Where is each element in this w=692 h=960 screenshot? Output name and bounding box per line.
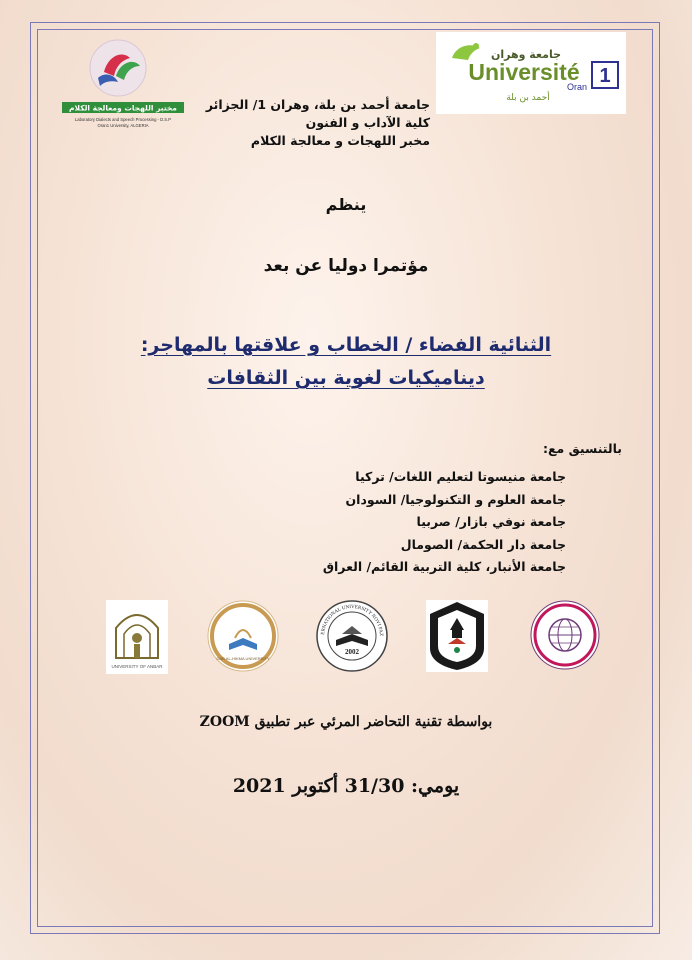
minnesota-university-logo: [530, 600, 600, 670]
lab-logo-sub-text: Oran1 University, ALGERIA: [97, 123, 149, 128]
lab-logo-latin-text: Laboratory Dialects and Speech Processing - D.S.P: [74, 117, 172, 122]
organizer-header: [180, 96, 430, 150]
lab-logo-disc: [90, 40, 146, 96]
laboratory-logo: [58, 38, 188, 134]
conference-title-line1: [0, 334, 692, 356]
partner-item: جامعة منيسوتا لتعليم اللغات/ تركيا: [355, 469, 566, 484]
header-line-faculty: كلية الآداب و الفنون: [305, 115, 430, 130]
university-number: 1: [599, 65, 611, 87]
coordination-label: بالتنسيق مع:: [542, 441, 622, 456]
title-line1-text: الثنائية الفضاء / الخطاب و علاقتها بالمهاجر:: [140, 334, 552, 356]
title-line2-text: ديناميكيات لغوية بين الثقافات: [207, 367, 485, 389]
dar-al-hikma-university-logo: [207, 600, 279, 672]
university-of-anbar-logo: [106, 600, 168, 674]
anbar-logo-caption: UNIVERSITY OF ANBAR: [111, 664, 163, 669]
sudan-university-logo: [426, 600, 488, 672]
partner-item: جامعة العلوم و التكنولوجيا/ السودان: [345, 491, 566, 507]
header-line-university: جامعة أحمد بن بلة، وهران 1/ الجزائر: [205, 97, 430, 112]
university-city: Oran: [566, 82, 588, 92]
conference-date: يومي: 31/30 أكتوبر 2021: [232, 775, 460, 797]
university-oran1-logo: [436, 32, 626, 114]
university-latin-text: Université: [468, 59, 580, 85]
university-arabic-subtitle: أحمد بن بلة: [506, 93, 550, 103]
partner-logos-row: [0, 600, 692, 680]
header-line-laboratory: مخبر اللهجات و معالجة الكلام: [250, 133, 430, 148]
dar-al-hikma-caption: DAR AL-HIKMA UNIVERSITY: [216, 656, 270, 661]
partner-item: جامعة نوفي بازار/ صربيا: [416, 514, 566, 529]
lab-logo-arabic-text: مختبر اللهجات ومعالجة الكلام: [69, 103, 177, 113]
conference-title-line2: [0, 367, 692, 389]
partner-item: جامعة الأنبار، كلية التربية القائم/ العراق: [322, 559, 566, 574]
partner-list: [323, 466, 566, 579]
conference-type: مؤتمرا دوليا عن بعد: [263, 256, 429, 276]
bird-icon: [452, 43, 480, 60]
international-university-novi-pazar-logo: [316, 600, 388, 674]
novi-pazar-caption: ERNATIONAL UNIVERSITY NOVI PAZ: [320, 604, 384, 637]
zoom-platform-text: بواسطة تقنية التحاضر المرئي عبر تطبيق ZOOM: [199, 714, 493, 730]
organizes-text: ينظم: [325, 195, 367, 214]
novi-pazar-year: 2002: [345, 648, 359, 656]
university-arabic-text: جامعة وهران: [490, 48, 562, 61]
partner-item: جامعة دار الحكمة/ الصومال: [400, 536, 566, 552]
